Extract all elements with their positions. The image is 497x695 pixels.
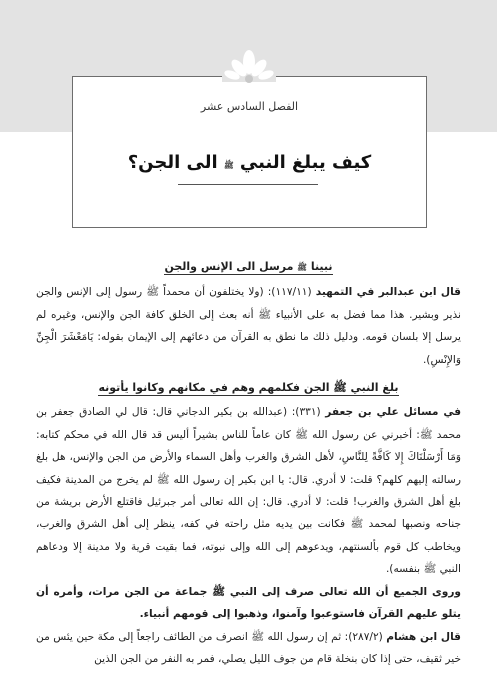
paragraph-text: (١١٧/١١): (ولا يختلفون أن محمداً ﷺ رسول إلى الإنس والجن نذير وبشير. هذا مما فضل به على الأنبياء ﷺ أنه بعث إلى الخلق كافة الجن والإنس، وغيره لم يرسل إلا بلسان قومه. ودليل ذلك ما نطق به القرآن من دعائهم إلى الإيمان بقوله: يَامَعْشَرَ الْجِنِّ وَالإِنْسِ). xyxy=(36,286,461,366)
heading1-honorific: ﷺ xyxy=(297,263,307,272)
title-main: كيف يبلغ النبي xyxy=(239,152,372,173)
paragraph-ibn-hisham xyxy=(36,626,461,671)
section-heading-2 xyxy=(36,377,461,399)
page-body xyxy=(36,256,461,670)
paragraph-jinn-group: وروى الجميع أن الله تعالى صرف إلى النبي ﷺ جماعة من الجن مرات، وأمره أن يتلو عليهم القرآن فاستوعبوا وآمنوا، وذهبوا إلى قومهم أنبياء. xyxy=(36,585,461,621)
paragraph-lead: قال ابن عبدالبر في التمهيد xyxy=(315,286,461,299)
honorific-glyph: ﷺ xyxy=(223,161,234,170)
heading1-part-a: نبينا xyxy=(310,260,333,273)
title-underline xyxy=(178,184,318,185)
lotus-ornament-icon xyxy=(222,48,276,86)
heading2-text: بلغ النبي ﷺ الجن فكلمهم وهم في مكانهم وكانوا يأتونه xyxy=(98,381,399,395)
chapter-title xyxy=(72,152,427,173)
paragraph-ali-bin-jafar xyxy=(36,401,461,580)
paragraph-ibn-abdulbar xyxy=(36,281,461,371)
paragraph-lead: قال ابن هشام xyxy=(386,630,461,643)
section-heading-1 xyxy=(36,256,461,279)
paragraph-lead: في مسائل علي بن جعفر xyxy=(325,406,461,419)
paragraph-text: (٣٣١): (عبدالله بن بكير الدجاني قال: قال لي الصادق جعفر بن محمد ﷺ: أخبرني عن رسول الله ﷺ كان عاماً للناس بشيراً أليس قد قال الله في محكم كتابه: وَمَا أَرْسَلْنَاكَ إِلا كَافَّةً لِلنَّاسِ، لأهل الشرق والغرب وأهل السماء والأرض من الجن والإنس، هل بلغ رسالته إليهم كلهم؟ قلت: لا أدري. قال: يا ابن بكير إن رسول الله ﷺ لم يخرج من المدينة فكيف بلغ أهل الشرق والغرب! قلت: لا أدري. قال: إن الله تعالى أمر جبرئيل فاقتلع الأرض بريشة من جناحه ونصبها لمحمد ﷺ فكانت بين يديه مثل راحته في كفه، ينظر إلى أهل الشرق والغرب، ويخاطب كل قوم بألسنتهم، ويدعوهم إلى الله وإلى نبوته، فما بقيت قرية ولا مدينة إلا ودعاهم النبي ﷺ بنفسه). xyxy=(36,406,461,576)
paragraph-text: (٢٨٧/٢): ثم إن رسول الله ﷺ انصرف من الطائف راجعاً إلى مكة حين يئس من خير ثقيف، حتى إذا كان بنخلة قام من جوف الليل يصلي، فمر به النفر من الجن الذين xyxy=(36,630,461,665)
title-end: الى الجن؟ xyxy=(127,152,218,173)
heading1-part-b: مرسل الى الإنس والجن xyxy=(164,260,294,273)
chapter-label: الفصل السادس عشر xyxy=(200,100,299,113)
